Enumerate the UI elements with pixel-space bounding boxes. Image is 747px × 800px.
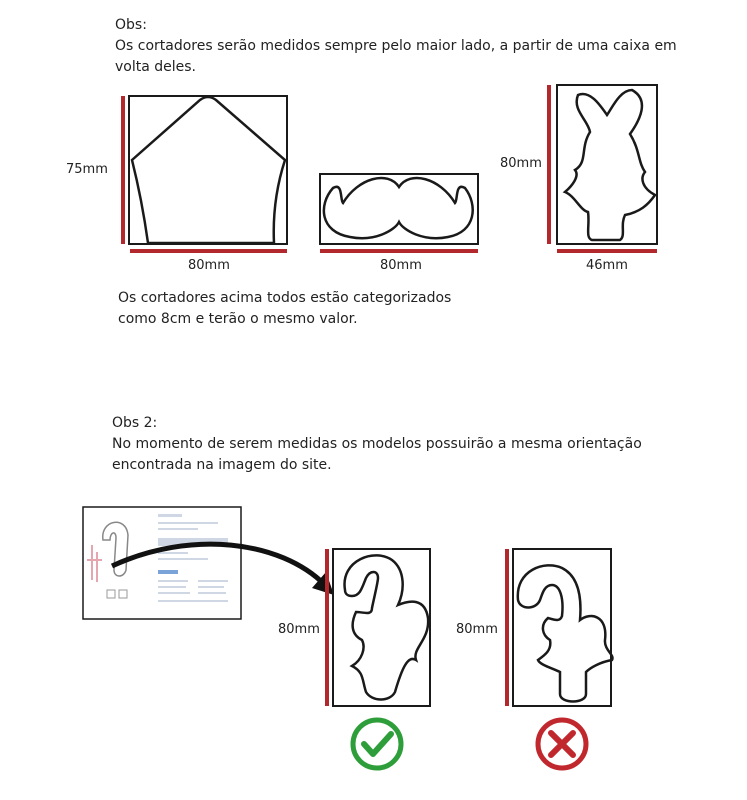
obs2-line-1: No momento de serem medidas os modelos possuirão a mesma orientação: [112, 436, 642, 452]
mustache-cutter-figure: [320, 174, 478, 251]
site-screenshot-thumbnail: [83, 507, 241, 619]
obs1-heading: Obs:: [115, 17, 147, 33]
incorrect-candy-cane-outline: [518, 565, 613, 701]
mustache-cutter-outline: [324, 178, 473, 238]
correct-height-label: 80mm: [278, 622, 320, 637]
bear-cutter-outline: [565, 90, 655, 240]
summary-line-2: como 8cm e terão o mesmo valor.: [118, 311, 358, 327]
house-height-label: 75mm: [66, 162, 108, 177]
incorrect-orientation-figure: [507, 549, 613, 706]
obs2-heading: Obs 2:: [112, 415, 158, 431]
house-cutter-figure: [123, 96, 287, 251]
mustache-bounding-box: [320, 174, 478, 244]
check-icon: [353, 720, 401, 768]
mustache-width-label: 80mm: [380, 258, 422, 273]
house-width-label: 80mm: [188, 258, 230, 273]
summary-line-1: Os cortadores acima todos estão categorizados: [118, 290, 452, 306]
house-cutter-outline: [132, 97, 285, 243]
correct-candy-cane-outline: [345, 555, 429, 699]
correct-orientation-figure: [327, 549, 430, 706]
house-bounding-box: [129, 96, 287, 244]
obs1-line-1: Os cortadores serão medidos sempre pelo maior lado, a partir de uma caixa em: [115, 38, 677, 54]
cross-icon: [538, 720, 586, 768]
bear-height-label: 80mm: [500, 156, 542, 171]
bear-cutter-figure: [549, 85, 657, 251]
incorrect-height-label: 80mm: [456, 622, 498, 637]
bear-width-label: 46mm: [586, 258, 628, 273]
obs2-line-2: encontrada na imagem do site.: [112, 457, 332, 473]
obs1-line-2: volta deles.: [115, 59, 197, 75]
